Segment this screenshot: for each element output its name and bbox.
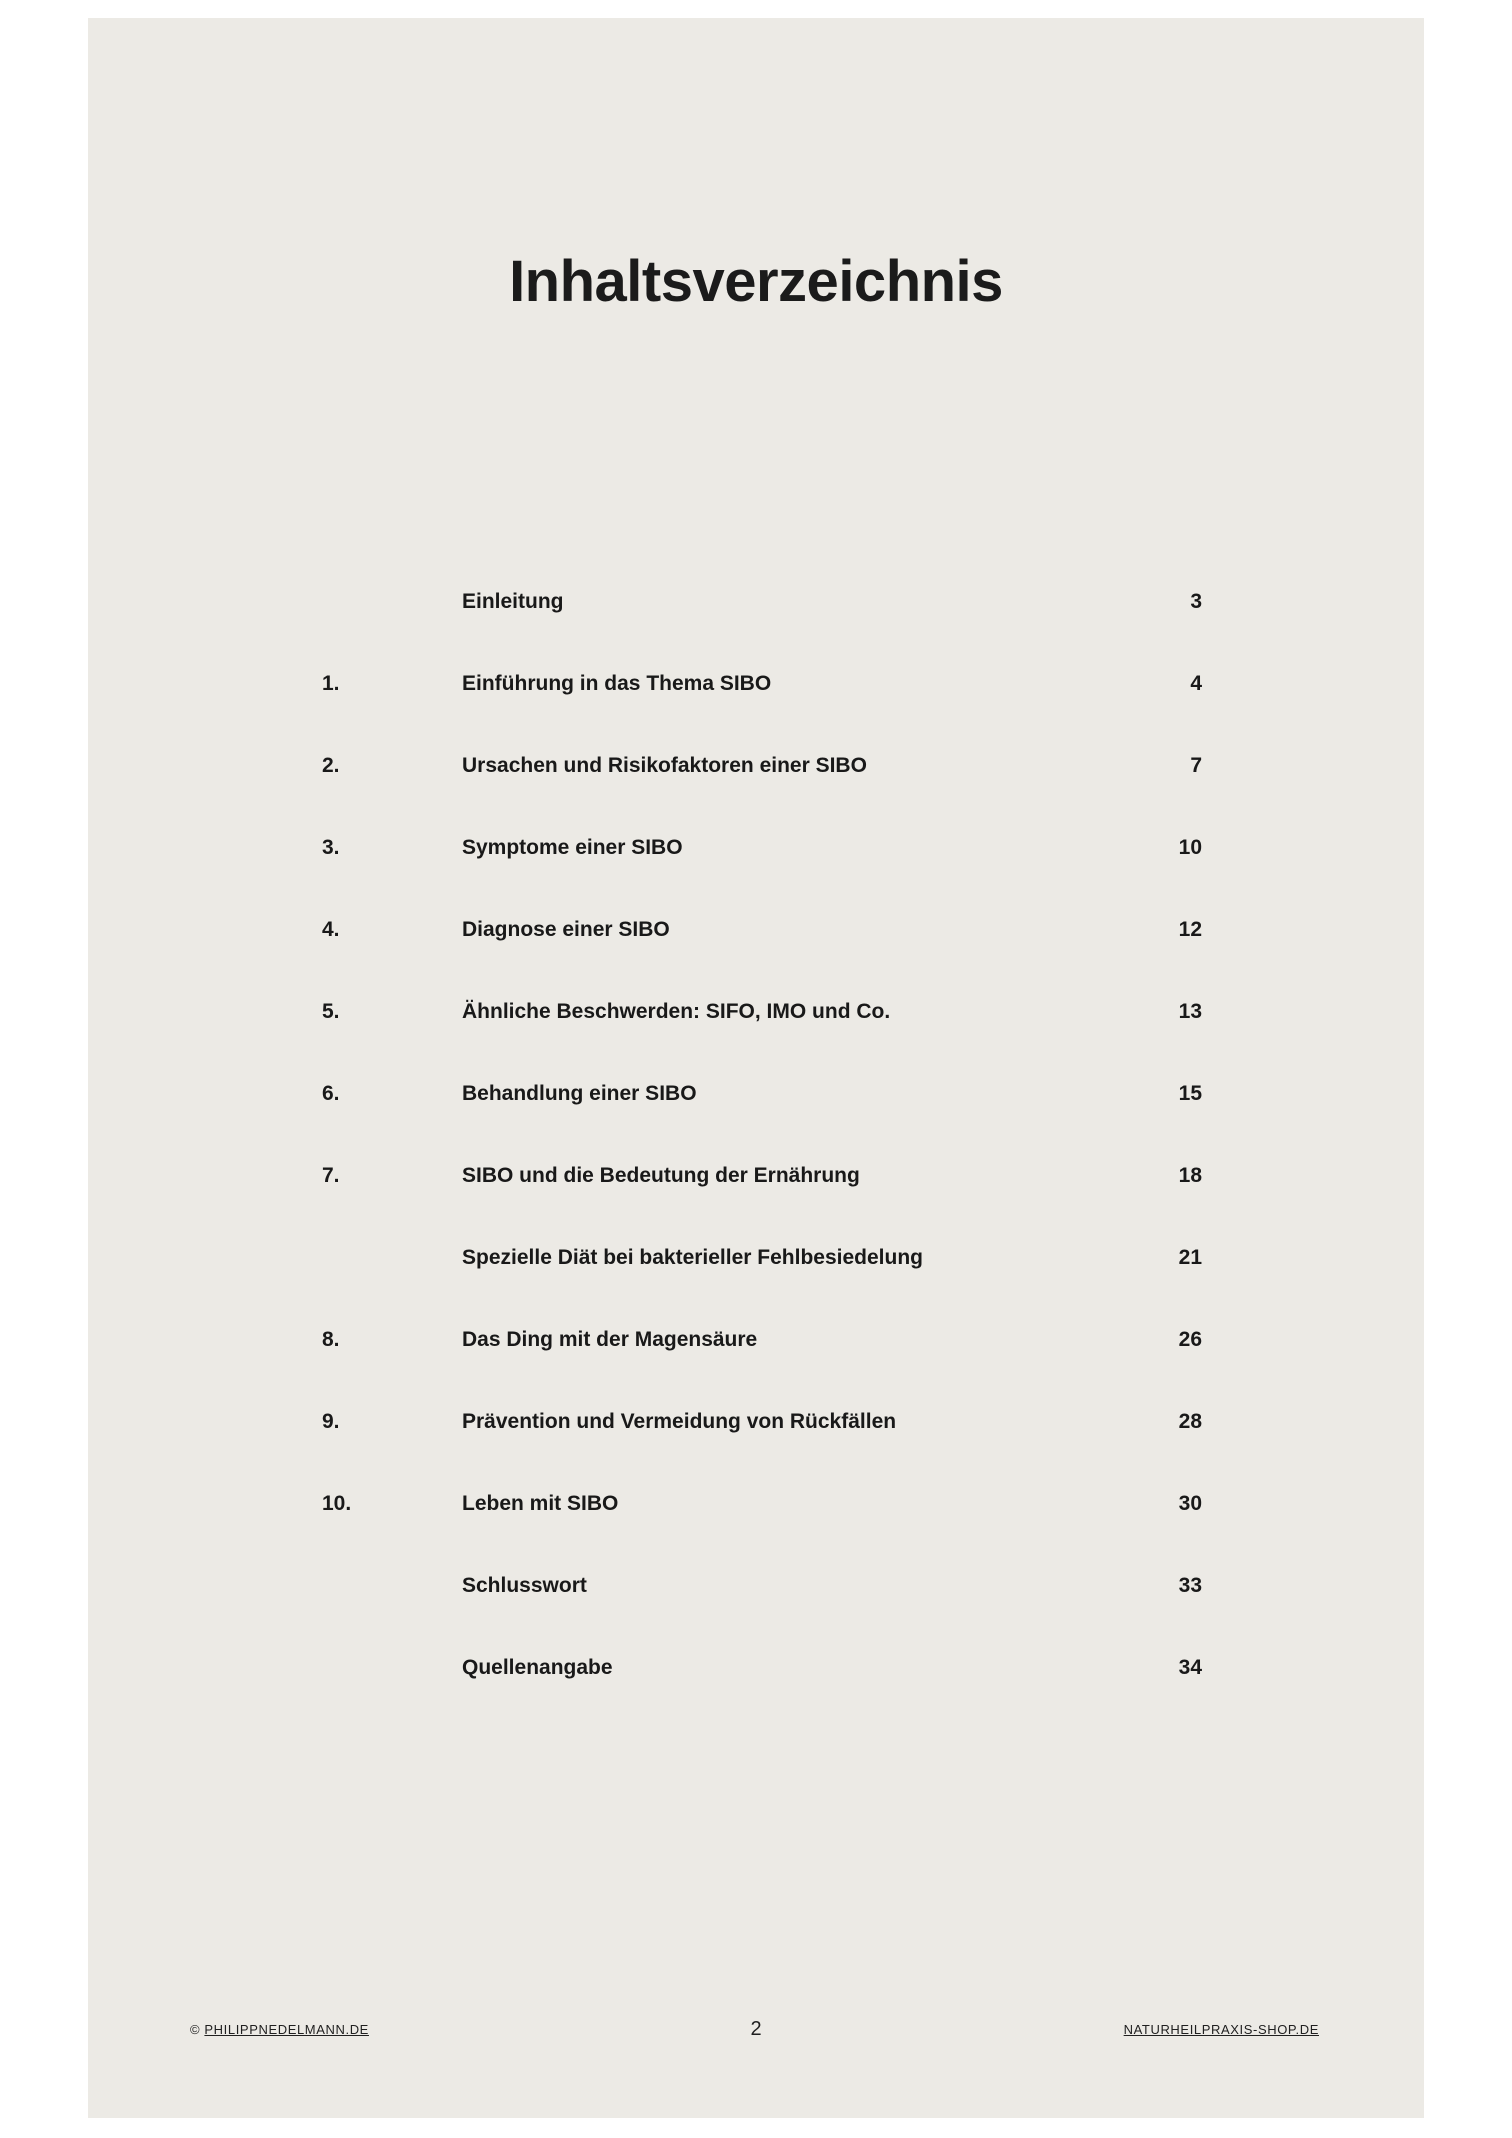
footer-left-link[interactable]: PHILIPPNEDELMANN.DE: [204, 2022, 369, 2037]
toc-entry[interactable]: [322, 1574, 1202, 1656]
toc-entry[interactable]: [322, 1410, 1202, 1492]
toc-entry[interactable]: [322, 918, 1202, 1000]
footer-page-number: 2: [750, 2018, 762, 2040]
toc-entry-page: 4: [1190, 672, 1202, 695]
toc-entry-label: Quellenangabe: [462, 1656, 613, 1679]
toc-entry-page: 33: [1178, 1574, 1202, 1597]
toc-entry-label: Ursachen und Risikofaktoren einer SIBO: [462, 754, 867, 777]
toc-entry-number: 9.: [322, 1410, 340, 1433]
toc-entry[interactable]: [322, 1246, 1202, 1328]
toc-entry[interactable]: [322, 1000, 1202, 1082]
document-page: [88, 18, 1424, 2118]
toc-entry[interactable]: [322, 1656, 1202, 1738]
toc-entry-page: 26: [1178, 1328, 1202, 1351]
toc-entry-label: Das Ding mit der Magensäure: [462, 1328, 758, 1351]
toc-entry-label: Einleitung: [462, 590, 564, 613]
toc-entry[interactable]: [322, 590, 1202, 672]
toc-entry[interactable]: [322, 1164, 1202, 1246]
toc-entry-label: Leben mit SIBO: [462, 1492, 619, 1515]
toc-entry-label: Einführung in das Thema SIBO: [462, 672, 772, 695]
toc-entry-number: 3.: [322, 836, 340, 859]
toc-entry-number: 7.: [322, 1164, 340, 1187]
toc-entry-number: 1.: [322, 672, 340, 695]
toc-entry[interactable]: [322, 836, 1202, 918]
toc-entry-label: Schlusswort: [462, 1574, 587, 1597]
page-footer: [88, 2018, 1424, 2048]
toc-entry-number: 10.: [322, 1492, 352, 1515]
toc-entry-label: Diagnose einer SIBO: [462, 918, 670, 941]
toc-entry-label: SIBO und die Bedeutung der Ernährung: [462, 1164, 860, 1187]
toc-entry[interactable]: [322, 1492, 1202, 1574]
toc-entry[interactable]: [322, 1082, 1202, 1164]
copyright-symbol: ©: [190, 2022, 201, 2037]
toc-entry-number: 4.: [322, 918, 340, 941]
toc-entry-number: 8.: [322, 1328, 340, 1351]
toc-entry[interactable]: [322, 754, 1202, 836]
toc-entry-number: 6.: [322, 1082, 340, 1105]
toc-entry-page: 3: [1190, 590, 1202, 613]
toc-entry-page: 10: [1178, 836, 1202, 859]
toc-entry-label: Symptome einer SIBO: [462, 836, 683, 859]
toc-entry-page: 13: [1178, 1000, 1202, 1023]
toc-entry-number: 2.: [322, 754, 340, 777]
toc-entry-page: 12: [1178, 918, 1202, 941]
toc-entry-label: Ähnliche Beschwerden: SIFO, IMO und Co.: [462, 1000, 891, 1023]
toc-entry-label: Prävention und Vermeidung von Rückfällen: [462, 1410, 897, 1433]
page-title: Inhaltsverzeichnis: [509, 249, 1003, 314]
toc-entry-page: 15: [1178, 1082, 1202, 1105]
toc-entry-number: 5.: [322, 1000, 340, 1023]
toc-entry-page: 28: [1178, 1410, 1202, 1433]
toc-entry-page: 7: [1190, 754, 1202, 777]
table-of-contents: [322, 590, 1202, 1738]
toc-entry-label: Spezielle Diät bei bakterieller Fehlbesiedelung: [462, 1246, 923, 1269]
toc-entry-page: 18: [1178, 1164, 1202, 1187]
toc-entry-page: 21: [1178, 1246, 1202, 1269]
toc-entry[interactable]: [322, 672, 1202, 754]
toc-entry-page: 30: [1178, 1492, 1202, 1515]
toc-entry[interactable]: [322, 1328, 1202, 1410]
footer-right-link[interactable]: NATURHEILPRAXIS-SHOP.DE: [1123, 2022, 1319, 2037]
toc-entry-label: Behandlung einer SIBO: [462, 1082, 697, 1105]
toc-entry-page: 34: [1178, 1656, 1202, 1679]
